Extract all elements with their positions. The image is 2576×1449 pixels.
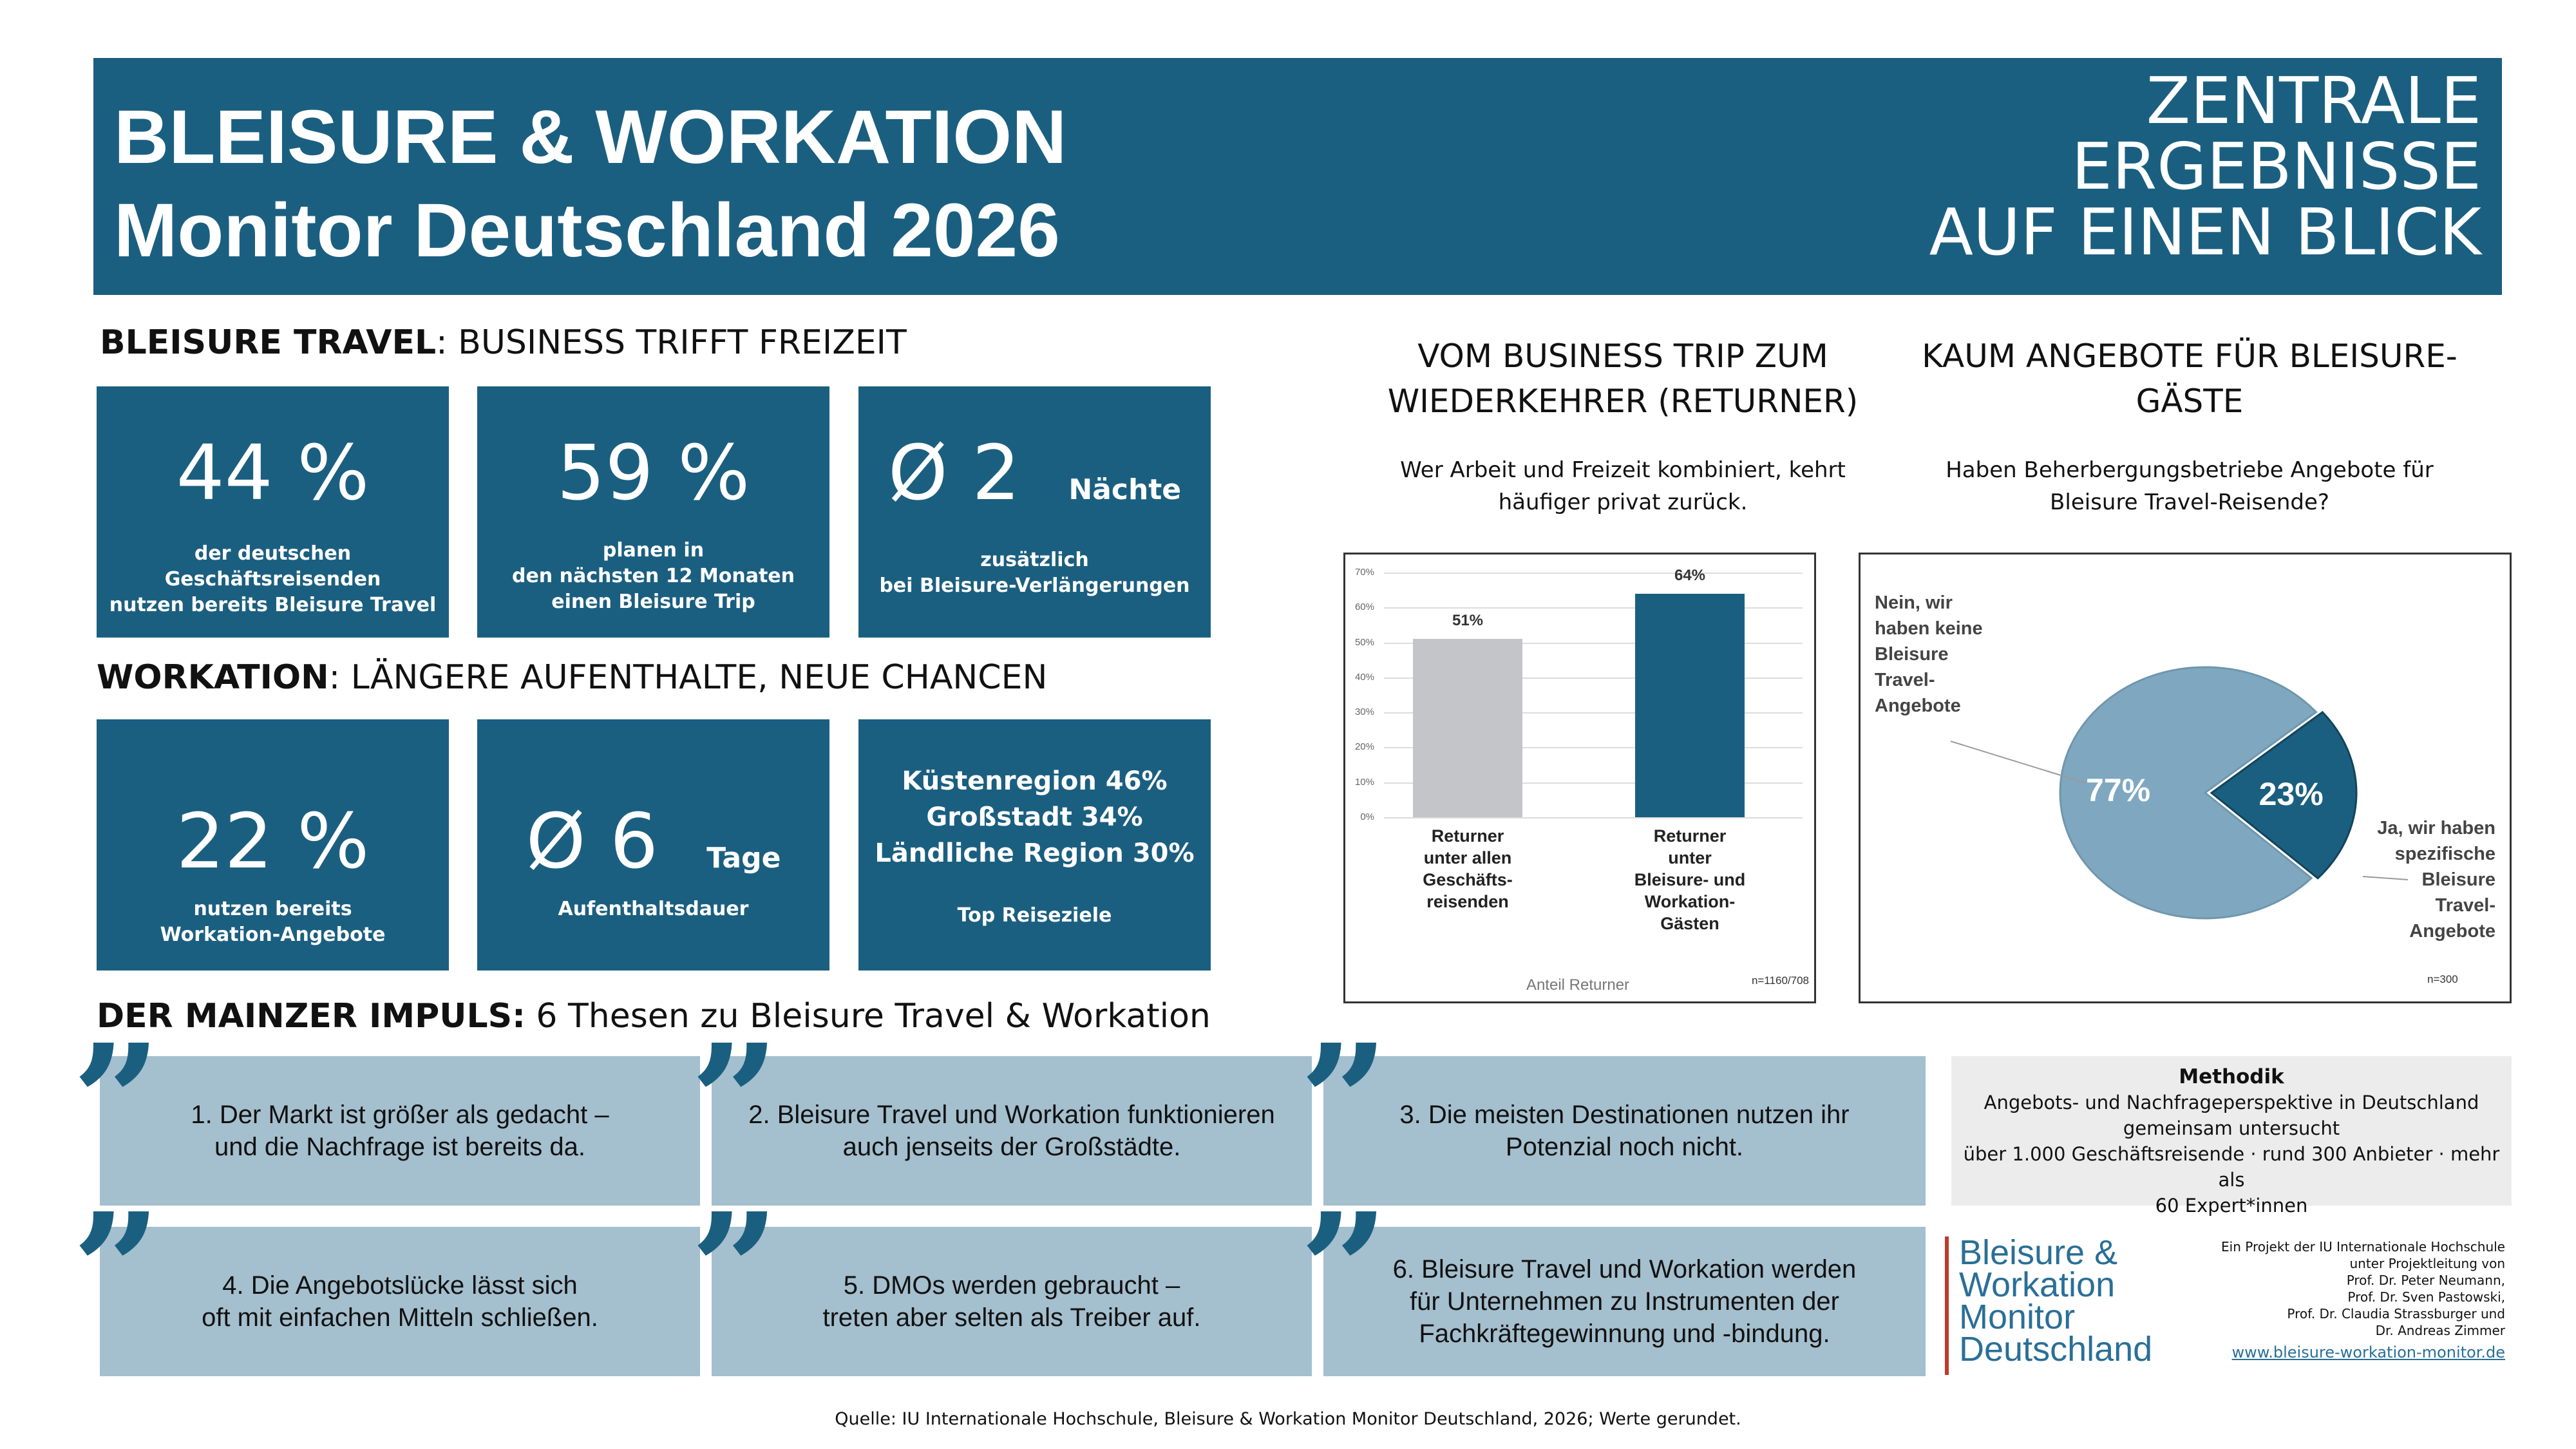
top-regions-list: Küstenregion 46% Großstadt 34% Ländliche Region 30% [875, 766, 1195, 868]
logo-accent-bar [1945, 1236, 1949, 1375]
gridline [1384, 817, 1803, 819]
quote-mark-icon: ” [690, 1179, 780, 1361]
stat-box-59 [477, 386, 829, 638]
stat-value: 22 % [176, 797, 370, 886]
stat-unit: Nächte [1068, 473, 1182, 506]
title-line-1: BLEISURE & WORKATION [114, 95, 1067, 180]
thesis-2: 2. Bleisure Travel und Workation funktionieren auch jenseits der Großstädte. [712, 1056, 1312, 1206]
stat-description: planen in den nächsten 12 Monaten einen Bleisure Trip [511, 539, 795, 613]
sample-size-note: n=1160/708 [1751, 974, 1809, 987]
bleisure-heading [100, 323, 907, 362]
methodik-box: Methodik Angebots- und Nachfrageperspektive in Deutschland gemeinsam untersucht über 1.000 Geschäftsreisende · rund 300 Anbieter · mehr als 60 Expert*innen [1951, 1056, 2512, 1206]
bar-value-label: 51% [1452, 612, 1484, 630]
stat-box-tage [477, 719, 829, 971]
y-tick-label: 40% [1354, 671, 1374, 683]
source-note: Quelle: IU Internationale Hochschule, Bleisure & Workation Monitor Deutschland, 2026; Werte gerundet. [835, 1409, 1741, 1429]
bar-1 [1413, 639, 1522, 817]
thesis-1: 1. Der Markt ist größer als gedacht – und die Nachfrage ist bereits da. [100, 1056, 700, 1206]
impuls-heading-bold: DER MAINZER IMPULS: [97, 997, 526, 1036]
stat-value: 44 % [176, 428, 370, 517]
stat-description: zusätzlich bei Bleisure-Verlängerungen [879, 549, 1190, 597]
header-banner [93, 58, 2502, 295]
returner-title: VOM BUSINESS TRIP ZUM WIEDERKEHRER (RETURNER) [1387, 337, 1859, 420]
website-link[interactable]: www.bleisure-workation-monitor.de [2231, 1343, 2505, 1361]
workation-heading [97, 658, 1047, 697]
methodik-title: Methodik [2179, 1065, 2284, 1088]
bar-value-label: 64% [1674, 566, 1706, 584]
project-info: Ein Projekt der IU Internationale Hochschule unter Projektleitung von Prof. Dr. Peter Neumann, Prof. Dr. Sven Pastowski, Prof. Dr. Claudia Strassburger und Dr. Andreas Zimmer www.bleisure-workation-monitor.de [2196, 1238, 2505, 1361]
stat-description: Top Reiseziele [957, 904, 1112, 927]
thesis-3: 3. Die meisten Destinationen nutzen ihr Potenzial noch nicht. [1323, 1056, 1926, 1206]
pie-value-label: 23% [2259, 775, 2324, 812]
workation-heading-bold: WORKATION [97, 658, 329, 697]
bar-2 [1635, 594, 1745, 817]
y-tick-label: 70% [1354, 567, 1374, 578]
monitor-logo [1945, 1233, 2157, 1375]
stat-box-reiseziele [858, 719, 1211, 971]
stat-unit: Tage [706, 842, 781, 875]
bleisure-heading-rest: : BUSINESS TRIFFT FREIZEIT [436, 323, 907, 362]
angebote-title: KAUM ANGEBOTE FÜR BLEISURE- GÄSTE [1922, 337, 2458, 420]
logo-text: Bleisure & Workation Monitor Deutschland [1959, 1233, 2153, 1368]
angebote-subtitle: Haben Beherbergungsbetriebe Angebote für Bleisure Travel-Reisende? [1946, 457, 2434, 515]
tagline-line-3: AUF EINEN BLICK [1929, 194, 2481, 270]
pie-label-ja: Ja, wir haben spezifische Bleisure Travel- Angebote [2377, 818, 2496, 942]
x-axis-label: Anteil Returner [1526, 976, 1630, 994]
y-tick-label: 10% [1354, 776, 1374, 788]
returner-subtitle: Wer Arbeit und Freizeit kombiniert, kehrt häufiger privat zurück. [1400, 457, 1846, 515]
impuls-heading-rest: 6 Thesen zu Bleisure Travel & Workation [525, 997, 1211, 1036]
bleisure-heading-bold: BLEISURE TRAVEL [100, 323, 437, 362]
y-tick-label: 0% [1360, 811, 1374, 822]
stat-value: Ø 2 Nächte [887, 428, 1182, 517]
quote-mark-icon: ” [72, 1010, 162, 1192]
stat-box-22 [97, 719, 449, 971]
workation-heading-rest: : LÄNGERE AUFENTHALTE, NEUE CHANCEN [328, 658, 1048, 697]
thesis-6: 6. Bleisure Travel und Workation werden für Unternehmen zu Instrumenten der Fachkräftegewinnung und -bindung. [1323, 1227, 1926, 1376]
pie-value-label: 77% [2086, 772, 2151, 809]
pie-label-nein: Nein, wir haben keine Bleisure Travel- Angebote [1875, 592, 1983, 716]
title-line-2: Monitor Deutschland 2026 [114, 188, 1060, 273]
tagline-line-2: ERGEBNISSE [2071, 129, 2481, 204]
quote-mark-icon: ” [72, 1179, 162, 1361]
stat-value: Ø 6 Tage [526, 797, 781, 886]
thesis-5: 5. DMOs werden gebraucht – treten aber selten als Treiber auf. [712, 1227, 1312, 1376]
stat-box-44 [97, 386, 449, 638]
bar-category-label: Returner unter Bleisure- und Workation- Gästen [1634, 826, 1746, 933]
stat-box-naechte [858, 386, 1211, 638]
y-tick-label: 30% [1354, 706, 1374, 718]
bar-plot-area [1345, 554, 1818, 1005]
angebote-chart [1859, 553, 2512, 1003]
quote-mark-icon: ” [1300, 1179, 1389, 1361]
y-tick-label: 60% [1354, 601, 1374, 613]
quote-mark-icon: ” [1300, 1010, 1389, 1192]
bar-category-label: Returner unter allen Geschäfts- reisenden [1423, 826, 1513, 911]
stat-value: 59 % [556, 428, 750, 517]
sample-size-note: n=300 [2427, 973, 2458, 985]
y-tick-label: 50% [1354, 636, 1374, 648]
impuls-heading [97, 997, 1211, 1036]
quote-mark-icon: ” [690, 1010, 780, 1192]
y-tick-label: 20% [1354, 741, 1374, 753]
tagline-line-1: ZENTRALE [2146, 63, 2481, 138]
stat-description: Aufenthaltsdauer [558, 898, 749, 920]
stat-description: nutzen bereits Workation-Angebote [160, 898, 386, 946]
thesis-4: 4. Die Angebotslücke lässt sich oft mit einfachen Mitteln schließen. [100, 1227, 700, 1376]
stat-description: der deutschen Geschäftsreisenden nutzen bereits Bleisure Travel [109, 542, 437, 616]
returner-chart [1343, 553, 1816, 1003]
